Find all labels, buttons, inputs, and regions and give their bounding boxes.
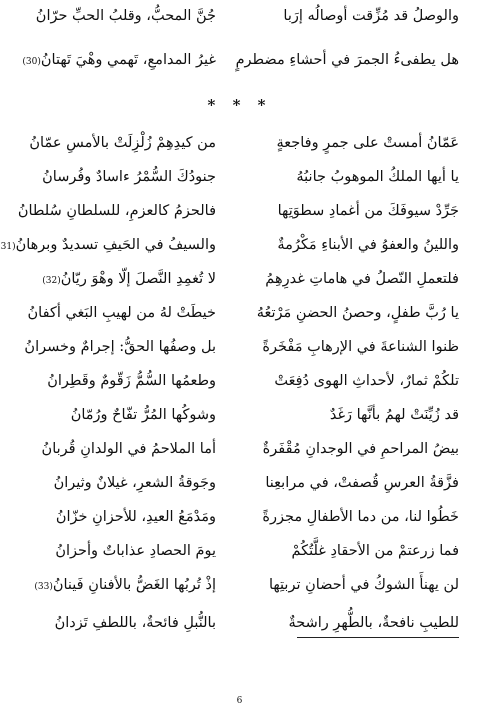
verse-left-11: وجَوقةُ الشعرِ، غيلانٌ وثيرانُ [53,475,216,491]
footnote-marker: (33) [34,582,53,592]
verse-right-15: للطيبِ نافحةٌ، بالطُّهرِ راشحةٌ [288,615,459,631]
verse-left-2: جنودُكَ السُّمْرُ ءاسادٌ وفُرسانُ [42,169,216,185]
verse-left-1: من كيدِهِمْ زُلْزِلَتْ بالأمسِ عمّانُ [29,135,216,151]
verse-right-9: قد زُيِّنَتْ لهمُ بأنَّها رَغَدٌ [329,407,459,423]
verse-right-12: خَطُوا لنا، من دما الأطفالِ مجزرةً [262,509,459,525]
page-number: 6 [236,696,243,706]
verse-top-left-1: جُنَّ المحبُّ، وقلبُ الحبِّ حرّانُ [35,8,216,24]
verse-left-5 [42,270,216,290]
underline-rule [297,637,459,638]
verse-right-1: عَمّانُ أمستْ على جمرٍ وفاجعةٍ [276,135,459,151]
verse-right-4: واللينُ والعفوُ في الأبناءِ مَكْرُمةٌ [277,237,459,253]
verse-left-3: فالحزمُ كالعزمِ، للسلطانِ سُلطانُ [17,203,216,219]
verse-text: إذْ تُربُها الغَضُّ بالأفنانِ فَينانُ [52,577,216,593]
verse-left-10: أما الملاحمُ في الولدانِ قُربانُ [41,441,216,457]
verse-left-7: بل وصفُها الحقُّ: إجرامٌ وخسرانُ [24,339,216,355]
verse-top-right-2: هل يطفىءُ الجمرَ في أحشاءِ مضطرمٍ [235,52,459,68]
verse-left-8: وطعمُها السُّمُّ زَقّومٌ وقَطِرانُ [47,373,216,389]
verse-right-7: ظنوا الشناعةَ في الإرهابِ مَفْخَرةً [262,339,459,355]
verse-text: غيرُ المدامعِ، تَهمي وهْيَ تَهتانُ [40,52,216,68]
verse-right-5: فلتعملِ النّصلُ في هاماتِ غدرِهِمُ [265,271,459,287]
verse-left-13: يومَ الحصادِ عذاباتٌ وأحزانُ [55,543,216,559]
verse-right-2: يا أيها الملكُ الموهوبُ جانبُهُ [296,169,459,185]
verse-left-14 [34,576,216,596]
footnote-marker: (32) [42,276,61,286]
verse-left-6: خيطَتْ لهُ من لهيبِ البَغي أكفانُ [27,305,216,321]
verse-top-right-1: والوصلُ قد مُزِّقت أوصالُه إرَبا [283,8,459,24]
section-separator: * * * [207,96,272,114]
verse-right-10: بيضُ المراحمِ في الوجدانِ مُقْفَرةٌ [262,441,459,457]
verse-left-12: ومَدْمَعُ العيدِ، للأحزانِ خزّانُ [55,509,216,525]
verse-top-left-2 [22,51,216,71]
verse-left-9: وشوكُها المُرُّ تفّاحٌ ورُمّانُ [70,407,216,423]
verse-right-13: فما زرعتمْ من الأحقادِ غلَّتُكُمْ [291,543,459,559]
footnote-marker: (31 [0,242,16,252]
verse-right-3: جَرِّدْ سيوفَكَ من أغمادِ سطوَتِها [277,203,459,219]
verse-right-14: لن يهنأَ الشوكُ في أحضانِ تربتِها [268,577,459,593]
verse-text: والسيفُ في الحَيفِ تسديدٌ وبرهانُ [15,237,216,253]
verse-right-11: فزَّقةُ العرسِ قُصفتْ، في مرابعِنا [265,475,459,491]
verse-left-15: بالنُّبلِ فائحةٌ، باللطفِ تَزدانُ [54,615,216,631]
footnote-marker: (30) [22,57,41,67]
verse-text: لا تُغمِدِ النَّصلَ إلّا وهْوَ ريّانُ [60,271,216,287]
verse-right-8: تلكُمْ ثمارٌ، لأحداثِ الهوى دُفِعَتْ [274,373,459,389]
verse-left-4 [0,236,216,256]
verse-right-6: يا رُبَّ طفلٍ، وحصنُ الحضنِ مَرْتعُهُ [256,305,459,321]
